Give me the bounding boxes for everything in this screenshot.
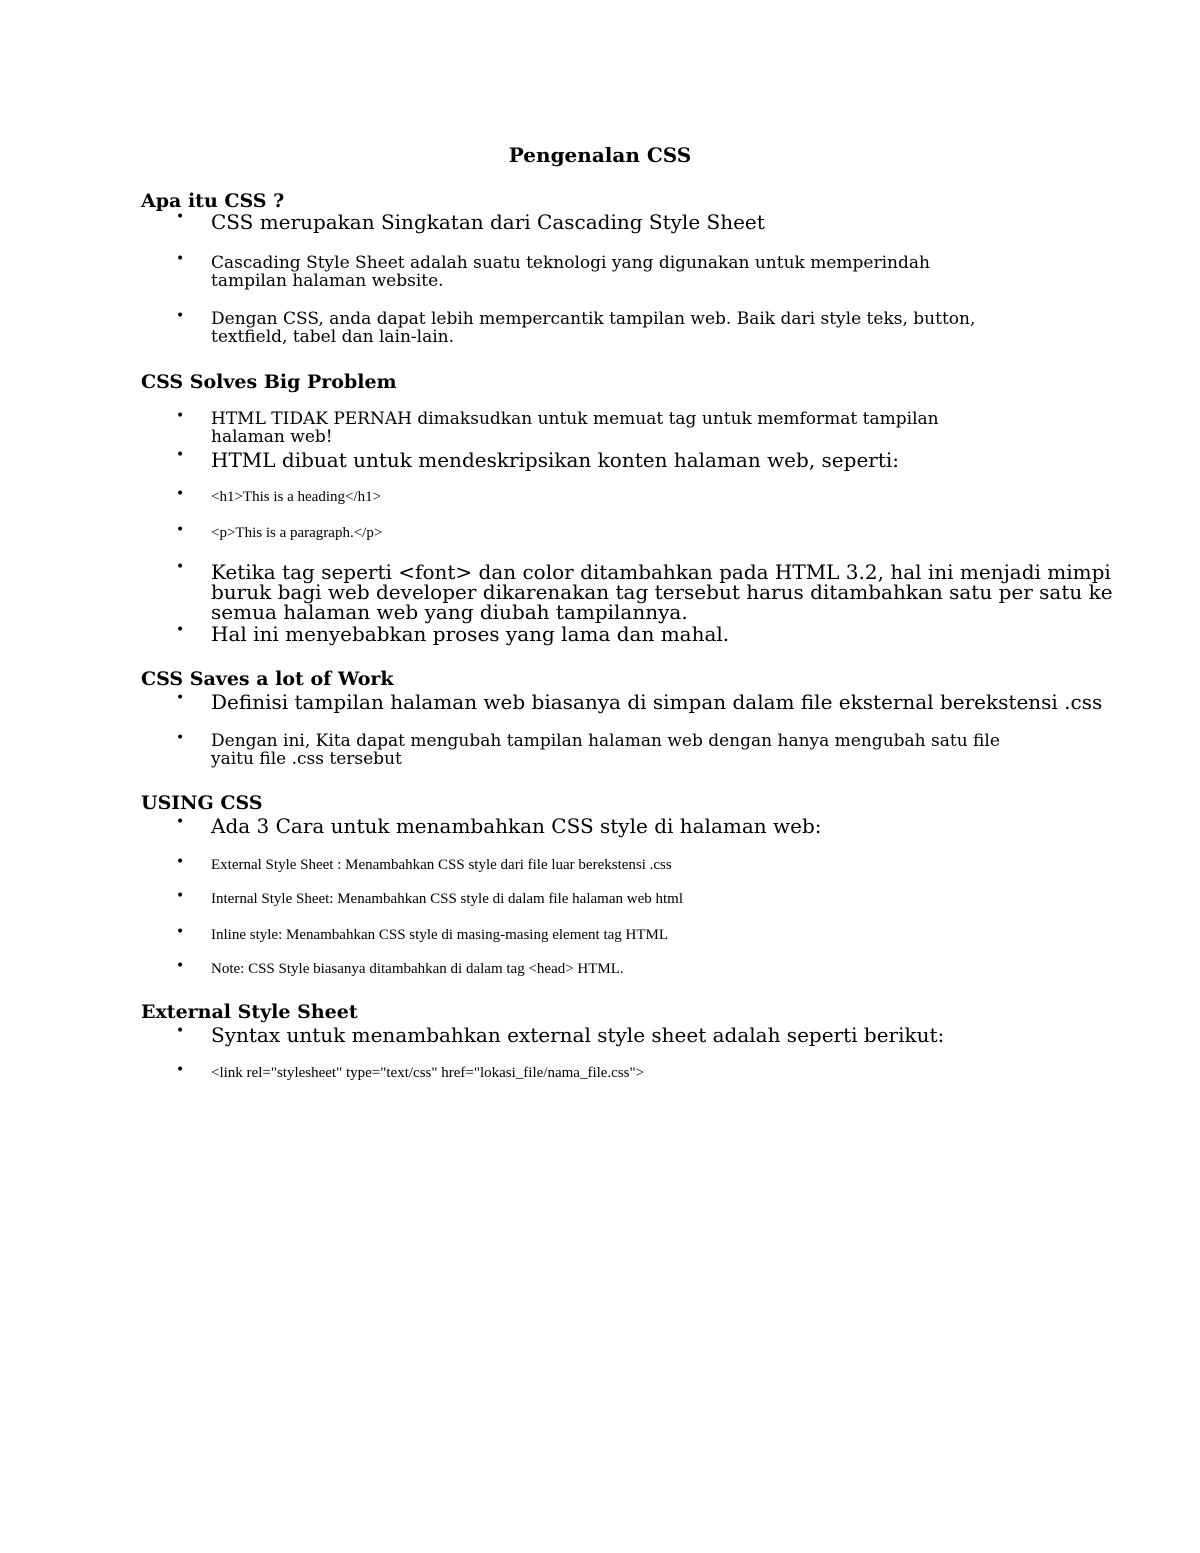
list-item-text: Hal ini menyebabkan proses yang lama dan mahal. bbox=[211, 622, 730, 646]
bullet-icon: • bbox=[176, 209, 185, 225]
list-item-text: Dengan CSS, anda dapat lebih mempercantik tampilan web. Baik dari style teks, button, bbox=[211, 309, 976, 329]
list-item-text: Note: CSS Style biasanya ditambahkan di dalam tag <head> HTML. bbox=[211, 961, 624, 977]
list-item-text: buruk bagi web developer dikarenakan tag tersebut harus ditambahkan satu per satu ke bbox=[211, 580, 1113, 604]
bullet-icon: • bbox=[176, 622, 185, 638]
bullet-icon: • bbox=[176, 1062, 185, 1078]
list-item-text: Ketika tag seperti <font> dan color ditambahkan pada HTML 3.2, hal ini menjadi mimpi bbox=[211, 560, 1111, 584]
bullet-icon: • bbox=[176, 958, 185, 974]
list-item-text: <h1>This is a heading</h1> bbox=[211, 489, 382, 505]
list-item-text: HTML dibuat untuk mendeskripsikan konten halaman web, seperti: bbox=[211, 448, 900, 472]
bullet-icon: • bbox=[176, 408, 185, 424]
list-item-text: halaman web! bbox=[211, 427, 333, 447]
bullet-icon: • bbox=[176, 690, 185, 706]
list-item-text: yaitu file .css tersebut bbox=[211, 749, 402, 769]
list-item-text: External Style Sheet : Menambahkan CSS style dari file luar berekstensi .css bbox=[211, 857, 672, 873]
list-item-text: textfield, tabel dan lain-lain. bbox=[211, 327, 455, 347]
bullet-icon: • bbox=[176, 814, 185, 830]
bullet-icon: • bbox=[176, 730, 185, 746]
page-title: Pengenalan CSS bbox=[508, 143, 692, 167]
list-item-text: tampilan halaman website. bbox=[211, 271, 444, 291]
bullet-icon: • bbox=[176, 486, 185, 502]
bullet-icon: • bbox=[176, 854, 185, 870]
list-item-text: Syntax untuk menambahkan external style sheet adalah seperti berikut: bbox=[211, 1023, 945, 1047]
section-heading-apa-itu-css: Apa itu CSS ? bbox=[141, 190, 285, 212]
list-item-text: <p>This is a paragraph.</p> bbox=[211, 525, 383, 541]
bullet-icon: • bbox=[176, 251, 185, 267]
list-item-text: Dengan ini, Kita dapat mengubah tampilan halaman web dengan hanya mengubah satu file bbox=[211, 731, 1000, 751]
list-item-text: CSS merupakan Singkatan dari Cascading Style Sheet bbox=[211, 210, 765, 234]
bullet-icon: • bbox=[176, 559, 185, 575]
bullet-icon: • bbox=[176, 522, 185, 538]
section-heading-external-style-sheet: External Style Sheet bbox=[141, 1001, 358, 1023]
list-item-text: HTML TIDAK PERNAH dimaksudkan untuk memuat tag untuk memformat tampilan bbox=[211, 409, 939, 429]
bullet-icon: • bbox=[176, 888, 185, 904]
list-item-text: Definisi tampilan halaman web biasanya di simpan dalam file eksternal berekstensi .css bbox=[211, 690, 1103, 714]
bullet-icon: • bbox=[176, 1023, 185, 1039]
list-item-text: Ada 3 Cara untuk menambahkan CSS style di halaman web: bbox=[211, 814, 822, 838]
list-item-text: Internal Style Sheet: Menambahkan CSS style di dalam file halaman web html bbox=[211, 891, 683, 907]
section-heading-using-css: USING CSS bbox=[141, 792, 263, 814]
section-heading-css-solves-big-problem: CSS Solves Big Problem bbox=[141, 371, 397, 393]
list-item-text: semua halaman web yang diubah tampilannya. bbox=[211, 600, 688, 624]
bullet-icon: • bbox=[176, 924, 185, 940]
list-item-text: Inline style: Menambahkan CSS style di masing-masing element tag HTML bbox=[211, 927, 669, 943]
list-item-text: <link rel="stylesheet" type="text/css" href="lokasi_file/nama_file.css"> bbox=[211, 1065, 645, 1081]
bullet-icon: • bbox=[176, 308, 185, 324]
bullet-icon: • bbox=[176, 447, 185, 463]
list-item-text: Cascading Style Sheet adalah suatu teknologi yang digunakan untuk memperindah bbox=[211, 253, 930, 273]
section-heading-css-saves-a-lot-of-work: CSS Saves a lot of Work bbox=[141, 668, 394, 690]
